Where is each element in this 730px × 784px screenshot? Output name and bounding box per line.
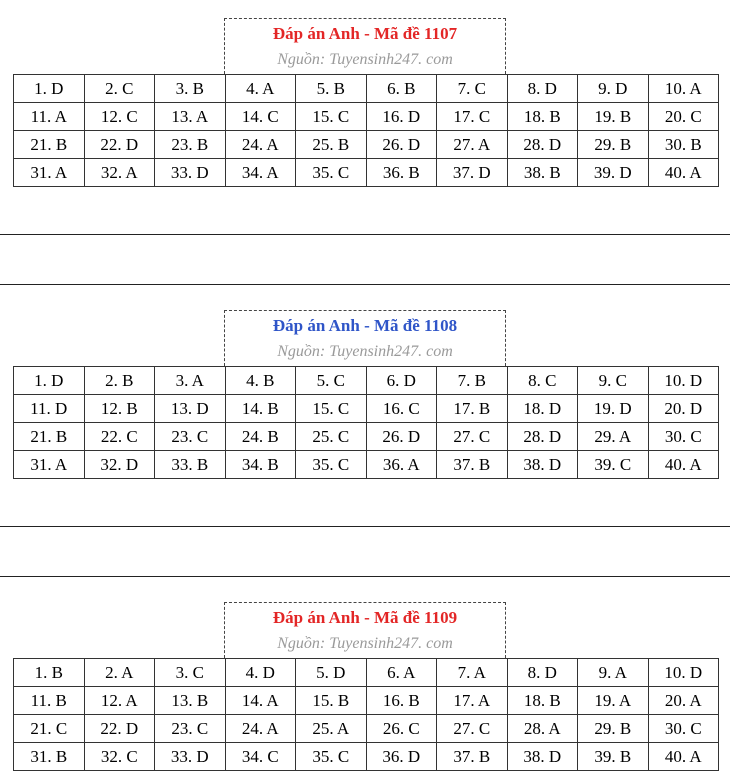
answer-cell: 18. B [507, 687, 578, 715]
answer-cell: 34. A [225, 159, 296, 187]
answer-cell: 11. D [14, 395, 85, 423]
answer-cell: 25. B [296, 131, 367, 159]
answer-cell: 14. A [225, 687, 296, 715]
answer-cell: 14. B [225, 395, 296, 423]
answer-cell: 7. C [437, 75, 508, 103]
answer-cell: 25. A [296, 715, 367, 743]
answer-cell: 36. B [366, 159, 437, 187]
answer-cell: 8. D [507, 75, 578, 103]
answer-cell: 27. C [437, 715, 508, 743]
answer-cell: 38. D [507, 451, 578, 479]
answer-cell: 12. B [84, 395, 155, 423]
answer-cell: 27. C [437, 423, 508, 451]
table-row [14, 395, 719, 423]
block-title: Đáp án Anh - Mã đề 1109 [272, 608, 458, 627]
answer-cell: 31. A [14, 159, 85, 187]
answer-cell: 9. C [578, 367, 649, 395]
answer-cell: 26. D [366, 131, 437, 159]
answer-cell: 29. A [578, 423, 649, 451]
answer-cell: 34. B [225, 451, 296, 479]
table-row [14, 75, 719, 103]
table-row [14, 131, 719, 159]
table-row [14, 423, 719, 451]
answer-cell: 34. C [225, 743, 296, 771]
answer-cell: 19. A [578, 687, 649, 715]
answer-cell: 29. B [578, 131, 649, 159]
answer-cell: 7. B [437, 367, 508, 395]
answer-cell: 4. A [225, 75, 296, 103]
answer-cell: 20. A [648, 687, 719, 715]
table-row [14, 103, 719, 131]
table-row [14, 715, 719, 743]
answer-cell: 3. A [155, 367, 226, 395]
answer-cell: 28. D [507, 423, 578, 451]
table-row [14, 659, 719, 687]
source-note: Nguồn: Tuyensinh247. com [277, 635, 453, 652]
answer-cell: 18. B [507, 103, 578, 131]
answer-cell: 24. A [225, 131, 296, 159]
answer-cell: 15. B [296, 687, 367, 715]
divider-line [0, 526, 730, 527]
answer-cell: 39. D [578, 159, 649, 187]
answer-cell: 36. A [366, 451, 437, 479]
answer-cell: 6. A [366, 659, 437, 687]
answer-cell: 23. C [155, 715, 226, 743]
answer-cell: 8. D [507, 659, 578, 687]
answer-cell: 32. D [84, 451, 155, 479]
answer-cell: 10. D [648, 367, 719, 395]
answer-cell: 31. B [14, 743, 85, 771]
answer-cell: 36. D [366, 743, 437, 771]
answer-cell: 10. D [648, 659, 719, 687]
answer-cell: 5. C [296, 367, 367, 395]
answer-cell: 6. B [366, 75, 437, 103]
answer-cell: 16. C [366, 395, 437, 423]
answer-cell: 37. B [437, 743, 508, 771]
answer-cell: 1. D [14, 75, 85, 103]
answer-cell: 26. D [366, 423, 437, 451]
answer-cell: 2. C [84, 75, 155, 103]
answer-cell: 20. C [648, 103, 719, 131]
answer-cell: 38. D [507, 743, 578, 771]
answer-cell: 22. D [84, 715, 155, 743]
answer-cell: 30. C [648, 715, 719, 743]
answer-cell: 24. B [225, 423, 296, 451]
answer-cell: 32. C [84, 743, 155, 771]
answer-cell: 12. C [84, 103, 155, 131]
answer-cell: 13. A [155, 103, 226, 131]
answer-cell: 15. C [296, 395, 367, 423]
answer-cell: 13. D [155, 395, 226, 423]
answer-cell: 23. C [155, 423, 226, 451]
answer-cell: 28. A [507, 715, 578, 743]
source-note: Nguồn: Tuyensinh247. com [277, 51, 453, 68]
answer-cell: 5. B [296, 75, 367, 103]
divider-line [0, 234, 730, 235]
answer-cell: 40. A [648, 451, 719, 479]
answer-cell: 4. B [225, 367, 296, 395]
answer-table [13, 658, 719, 771]
answer-cell: 24. A [225, 715, 296, 743]
answer-cell: 39. B [578, 743, 649, 771]
answer-cell: 29. B [578, 715, 649, 743]
answer-cell: 37. B [437, 451, 508, 479]
answer-cell: 37. D [437, 159, 508, 187]
answer-cell: 17. A [437, 687, 508, 715]
table-row [14, 451, 719, 479]
answer-cell: 22. D [84, 131, 155, 159]
answer-cell: 3. C [155, 659, 226, 687]
block-title: Đáp án Anh - Mã đề 1107 [272, 24, 458, 43]
answer-cell: 40. A [648, 159, 719, 187]
answer-cell: 7. A [437, 659, 508, 687]
answer-cell: 17. B [437, 395, 508, 423]
answer-cell: 10. A [648, 75, 719, 103]
answer-cell: 9. A [578, 659, 649, 687]
answer-cell: 18. D [507, 395, 578, 423]
answer-cell: 6. D [366, 367, 437, 395]
answer-cell: 35. C [296, 451, 367, 479]
answer-cell: 2. B [84, 367, 155, 395]
answer-cell: 19. B [578, 103, 649, 131]
answer-cell: 35. C [296, 743, 367, 771]
source-note: Nguồn: Tuyensinh247. com [277, 343, 453, 360]
answer-cell: 21. C [14, 715, 85, 743]
table-row [14, 367, 719, 395]
answer-cell: 35. C [296, 159, 367, 187]
answer-cell: 21. B [14, 131, 85, 159]
table-row [14, 743, 719, 771]
answer-cell: 28. D [507, 131, 578, 159]
answer-cell: 26. C [366, 715, 437, 743]
answer-cell: 1. D [14, 367, 85, 395]
divider-line [0, 284, 730, 285]
block-header [224, 310, 506, 366]
answer-cell: 11. A [14, 103, 85, 131]
block-header [224, 602, 506, 658]
answer-cell: 2. A [84, 659, 155, 687]
answer-cell: 20. D [648, 395, 719, 423]
answer-cell: 11. B [14, 687, 85, 715]
answer-cell: 40. A [648, 743, 719, 771]
answer-cell: 16. D [366, 103, 437, 131]
answer-cell: 31. A [14, 451, 85, 479]
answer-cell: 16. B [366, 687, 437, 715]
answer-cell: 30. C [648, 423, 719, 451]
table-row [14, 687, 719, 715]
answer-cell: 38. B [507, 159, 578, 187]
answer-cell: 27. A [437, 131, 508, 159]
answer-cell: 32. A [84, 159, 155, 187]
answer-table [13, 366, 719, 479]
answer-cell: 15. C [296, 103, 367, 131]
answer-cell: 4. D [225, 659, 296, 687]
answer-cell: 33. D [155, 159, 226, 187]
block-title: Đáp án Anh - Mã đề 1108 [272, 316, 458, 335]
answer-table [13, 74, 719, 187]
answer-cell: 33. D [155, 743, 226, 771]
answer-cell: 13. B [155, 687, 226, 715]
answer-cell: 25. C [296, 423, 367, 451]
answer-cell: 22. C [84, 423, 155, 451]
answer-cell: 39. C [578, 451, 649, 479]
block-header [224, 18, 506, 74]
answer-cell: 3. B [155, 75, 226, 103]
answer-cell: 1. B [14, 659, 85, 687]
answer-cell: 5. D [296, 659, 367, 687]
answer-cell: 19. D [578, 395, 649, 423]
answer-cell: 30. B [648, 131, 719, 159]
answer-cell: 8. C [507, 367, 578, 395]
answer-cell: 23. B [155, 131, 226, 159]
answer-cell: 21. B [14, 423, 85, 451]
answer-cell: 17. C [437, 103, 508, 131]
table-row [14, 159, 719, 187]
divider-line [0, 576, 730, 577]
answer-cell: 9. D [578, 75, 649, 103]
answer-cell: 33. B [155, 451, 226, 479]
answer-cell: 14. C [225, 103, 296, 131]
answer-cell: 12. A [84, 687, 155, 715]
